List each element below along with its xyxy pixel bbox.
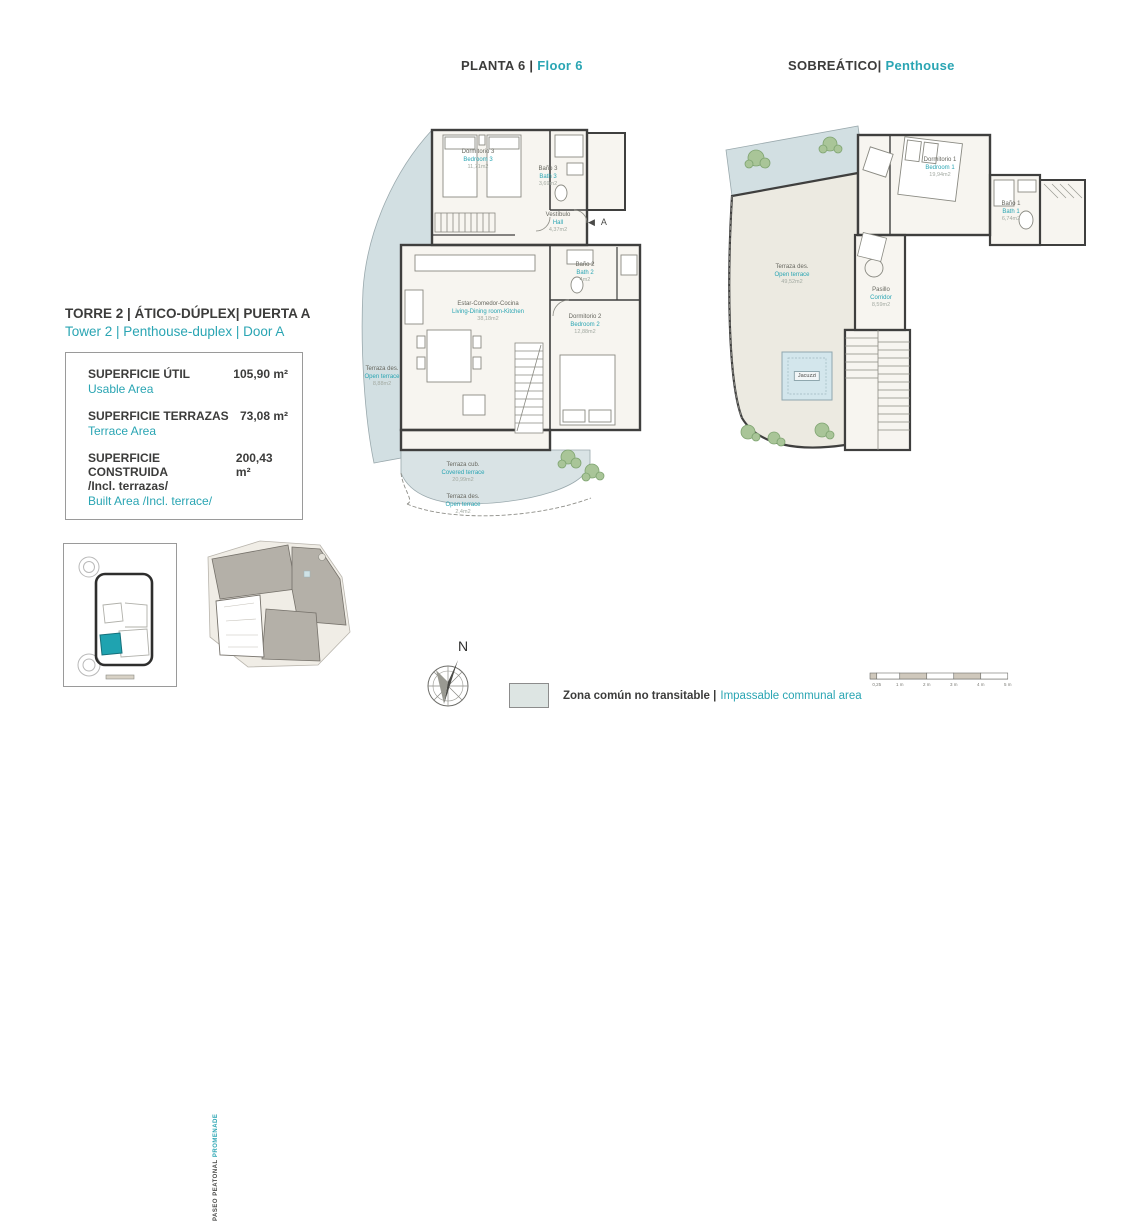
header-floor6-en: Floor 6 [537, 58, 583, 73]
room-label-open-terrace-west: Terraza des. Open terrace 8,88m2 [364, 366, 400, 388]
usable-area-label: SUPERFICIE ÚTIL [88, 367, 191, 381]
area-row-terrace [88, 409, 288, 438]
room-label-open-terrace-south: Terraza des. Open terrace 2,4m2 [445, 494, 481, 516]
floorplan-floor6 [355, 105, 655, 525]
room-label-hall: Vestíbulo Hall 4,37m2 [545, 212, 571, 234]
legend-communal-swatch [509, 683, 549, 708]
area-row-built [88, 451, 288, 508]
room-label-covered-terrace: Terraza cub. Covered terrace 20,99m2 [441, 462, 485, 484]
unit-title: TORRE 2 | ÁTICO-DÚPLEX| PUERTA A [65, 306, 311, 321]
scale-tick-5: 5 m [1003, 682, 1012, 687]
floorplan-floor6-drawing [355, 105, 655, 525]
key-plan [200, 537, 355, 672]
scale-tick-2: 2 m [922, 682, 931, 687]
terrace-area-label: SUPERFICIE TERRAZAS [88, 409, 229, 423]
terrace-area-label-en: Terrace Area [88, 424, 157, 438]
room-label-bedroom3: Dormitorio 3 Bedroom 3 11,71m2 [461, 149, 495, 171]
room-label-bedroom1: Dormitorio 1 Bedroom 1 19,94m2 [923, 157, 957, 179]
section-marker-a: ◀ A [588, 217, 609, 227]
scale-bar [866, 666, 1016, 690]
room-label-living: Estar-Comedor-Cocina Living-Dining room-Kitchen 38,18m2 [451, 301, 525, 323]
built-area-value: 200,43 m² [235, 451, 273, 479]
usable-area-label-en: Usable Area [88, 382, 154, 396]
scale-tick-4: 4 m [976, 682, 985, 687]
legend-label-es: Zona común no transitable | [563, 689, 717, 702]
area-summary-box [65, 352, 303, 520]
room-label-corridor: Pasillo Corridor 8,59m2 [870, 287, 892, 309]
header-floor6-es: PLANTA 6 | [461, 58, 534, 73]
room-label-bath1: Baño 1 Bath 1 6,74m2 [1001, 201, 1021, 223]
unit-title-en: Tower 2 | Penthouse-duplex | Door A [65, 324, 285, 339]
scale-tick-3: 3 m [949, 682, 958, 687]
built-area-label2: /Incl. terrazas/ [88, 479, 169, 493]
key-plan-drawing [200, 537, 355, 672]
scale-tick-0: 0,25 [872, 682, 882, 687]
terrace-area-value: 73,08 m² [239, 409, 288, 423]
header-floor6 [461, 58, 583, 73]
legend [509, 683, 862, 708]
scale-tick-1: 1 m [895, 682, 904, 687]
street-label-en: PROMENADE [213, 1113, 219, 1158]
floorplan-penthouse-drawing [718, 100, 1093, 460]
floorplan-penthouse [718, 100, 1093, 460]
built-area-label: SUPERFICIE CONSTRUIDA [88, 451, 168, 479]
header-penthouse-es: SOBREÁTICO| [788, 58, 882, 73]
room-label-bath2: Baño 2 Bath 2 4m2 [575, 262, 595, 284]
legend-label-en: Impassable communal area [720, 689, 862, 702]
header-penthouse [788, 58, 955, 73]
site-map [63, 543, 219, 1221]
room-label-bath3: Baño 3 Bath 3 3,69m2 [538, 166, 558, 188]
street-label-es: PASEO PEATONAL [213, 1159, 219, 1221]
room-label-open-terrace: Terraza des. Open terrace 49,52m2 [774, 264, 810, 286]
site-map-drawing [63, 543, 177, 687]
usable-area-value: 105,90 m² [233, 367, 288, 381]
room-label-bedroom2: Dormitorio 2 Bedroom 2 12,88m2 [568, 314, 602, 336]
compass-north-label: N [458, 638, 469, 654]
built-area-label-en: Built Area /Incl. terrace/ [88, 494, 213, 508]
area-row-usable [88, 367, 288, 396]
scale-bar-drawing [866, 666, 1016, 690]
compass-rose-icon [425, 636, 477, 716]
jacuzzi-label: Jacuzzi [794, 371, 820, 381]
compass [425, 636, 477, 716]
street-label [213, 1103, 227, 1223]
header-penthouse-en: Penthouse [885, 58, 955, 73]
